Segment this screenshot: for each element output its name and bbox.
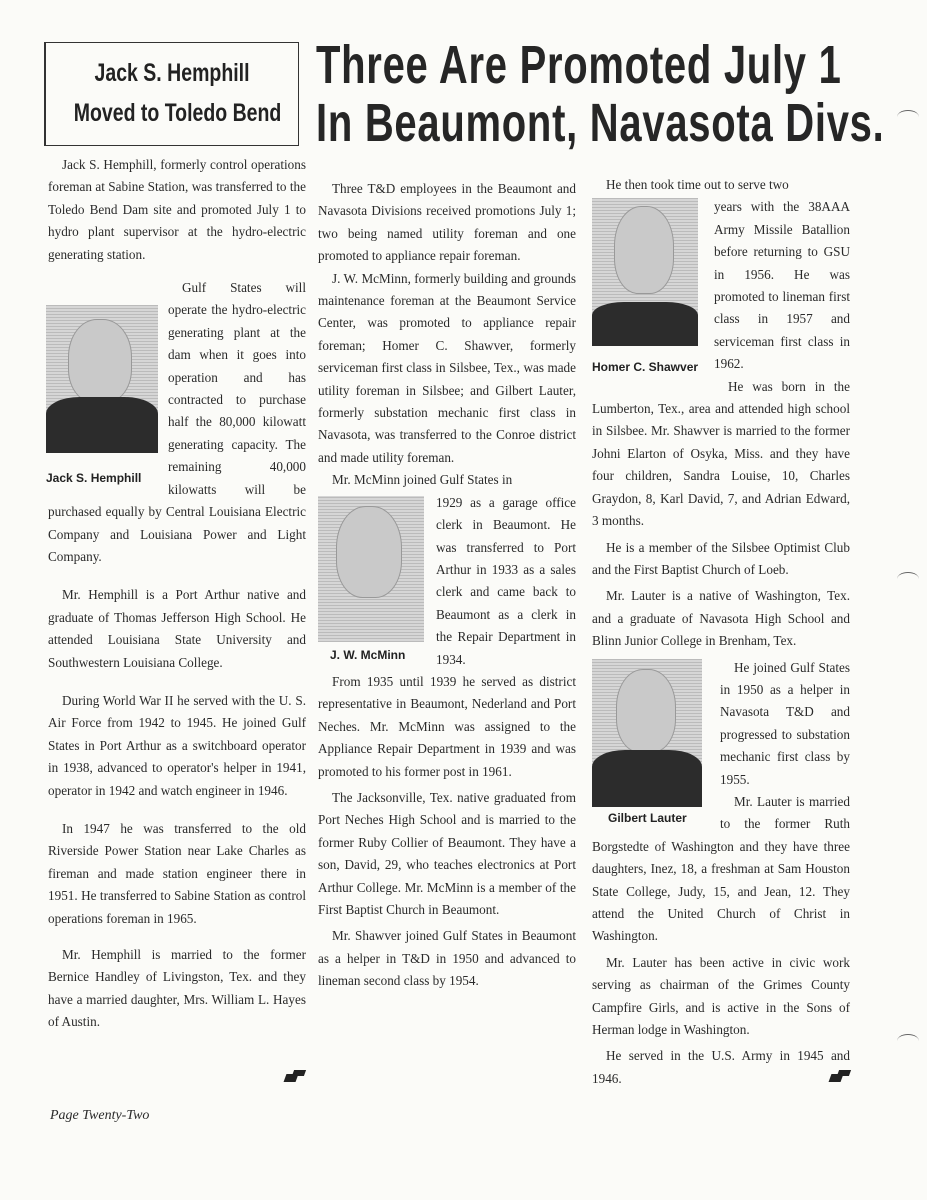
shawver-caption: Homer C. Shawver: [592, 360, 699, 375]
paragraph: Mr. Shawver joined Gulf States in Beaumont as a helper in T&D in 1950 and advanced to lineman second class by 1954.: [318, 928, 576, 989]
right-column: [592, 174, 850, 1090]
paragraph: He is a member of the Silsbee Optimist Club and the First Baptist Church of Loeb.: [592, 539, 850, 577]
paragraph: In 1947 he was transferred to the old Riverside Power Station near Lake Charles as fireman and made station engineer there in 1951. He transferred to Sabine Station as control operations foreman in 1965.: [48, 820, 306, 926]
paragraph: He then took time out to serve two: [606, 177, 789, 192]
shawver-photo: [592, 198, 698, 346]
paragraph: Jack S. Hemphill, formerly control operations foreman at Sabine Station, was transferred to the Toledo Bend Dam site and promoted July 1 to hydro plant supervisor at the hydro-electric generating station.: [48, 157, 306, 262]
paragraph: Gulf States will operate the hydro-electric generating plant at the dam when it goes into operation and has contracted to purchase half the 80,000 kilowatt generating capacity. The remaining 40,000 kilowatts will be purchased equally by Central Louisiana Electric Company and Louisiana Power and Light Company.: [48, 280, 306, 564]
paragraph: During World War II he served with the U. S. Air Force from 1942 to 1945. He joined Gulf States in Port Arthur as a switchboard operator in 1938, advanced to operator's helper in 1941, operator in 1942 and watch engineer in 1946.: [48, 692, 306, 798]
middle-column: [318, 178, 576, 993]
hemphill-photo: [46, 305, 158, 453]
gsu-logo-icon: [830, 1070, 850, 1082]
paragraph: Mr. McMinn joined Gulf States in: [332, 472, 513, 488]
shawver-photo-block: [592, 198, 704, 378]
left-column: [48, 154, 306, 1034]
paragraph: Mr. Lauter is married to the former Ruth Borgstedte of Washington and they have three daughters, Inez, 18, a freshman at Sam Houston State College, Judy, 15, and Jean, 12. They attend the United Church of Christ in Washington.: [592, 793, 850, 944]
lauter-caption: Gilbert Lauter: [608, 810, 687, 825]
binder-mark: [897, 110, 919, 124]
gsu-logo-icon: [285, 1070, 305, 1082]
paragraph: From 1935 until 1939 he served as district representative in Beaumont, Nederland and Port Neches. Mr. McMinn was assigned to the Appliance Repair Department in 1939 and was promoted to his former post in 1961.: [318, 673, 576, 779]
main-headline-line: In Beaumont, Navasota Divs.: [316, 93, 885, 153]
sidebar-headline-line: Moved to Toledo Bend: [73, 99, 282, 127]
paragraph: Mr. Hemphill is married to the former Bernice Handley of Livingston, Tex. and they have a married daughter, Mrs. William L. Hayes of Austin.: [48, 947, 306, 1030]
mcminn-caption: J. W. McMinn: [330, 647, 406, 662]
main-headline: [316, 35, 885, 153]
mcminn-photo: [318, 496, 424, 642]
paragraph: Mr. Hemphill is a Port Arthur native and graduate of Thomas Jefferson High School. He attended Louisiana State University and Southwestern Louisiana College.: [48, 587, 306, 670]
lauter-photo-block: [592, 659, 710, 829]
paragraph: Three T&D employees in the Beaumont and Navasota Divisions received promotions July 1; two being named utility foreman and one promoted to appliance repair foreman.: [318, 181, 576, 264]
paragraph: Mr. Lauter has been active in civic work serving as chairman of the Grimes County Campfire Girls, and is active in the Sons of Herman lodge in Washington.: [592, 954, 850, 1038]
lauter-photo: [592, 659, 702, 807]
paragraph-continued: years with the 38AAA Army Missile Batallion before returning to GSU in 1956. He was promoted to lineman first class in 1957 and serviceman first class in 1962.: [714, 199, 850, 372]
binder-mark: [897, 1034, 919, 1048]
hemphill-caption: Jack S. Hemphill: [46, 471, 142, 486]
paragraph: Mr. Lauter is a native of Washington, Tex. and a graduate of Navasota High School and Blinn Junior College in Brenham, Tex.: [592, 588, 850, 649]
paragraph: He joined Gulf States in 1950 as a helper in Navasota T&D and progressed to substation mechanic first class by 1955.: [720, 659, 850, 787]
paragraph-continued: 1929 as a garage office clerk in Beaumont. He was transferred to Port Arthur in 1933 as a sales clerk and came back to Beaumont as a clerk in the Repair Department in 1934.: [436, 494, 576, 667]
main-headline-line: Three Are Promoted July 1: [316, 35, 842, 95]
sidebar-headline-box: [44, 42, 299, 146]
hemphill-photo-block: [46, 305, 158, 489]
paragraph: J. W. McMinn, formerly building and grounds maintenance foreman at the Beaumont Service Center, was promoted to appliance repair foreman; Homer C. Shawver, formerly serviceman first class in Silsbee, Tex., was made utility foreman in Silsbee; and Gilbert Lauter, formerly substation mechanic first class in Navasota, was transferred to the Conroe district and made utility foreman.: [318, 270, 576, 465]
paragraph: The Jacksonville, Tex. native graduated from Port Neches High School and is married to the former Ruby Collier of Beaumont. They have a son, David, 29, who teaches electronics at Port Arthur College. Mr. McMinn is a member of the First Baptist Church in Beaumont.: [318, 789, 576, 917]
sidebar-headline-line: Jack S. Hemphill: [94, 59, 250, 87]
paragraph: He served in the U.S. Army in 1945 and 1946.: [592, 1048, 850, 1086]
mcminn-photo-block: [318, 496, 426, 666]
paragraph: He was born in the Lumberton, Tex., area and attended high school in Silsbee. Mr. Shawver is married to the former Johni Elarton of Osyka, Miss. and they have four children, Sandra Louise, 10, Charles Graydon, 8, Karl David, 7, and Adrian Edward, 3 months.: [592, 378, 850, 529]
page-number: Page Twenty-Two: [50, 1108, 150, 1123]
binder-mark: [897, 572, 919, 586]
